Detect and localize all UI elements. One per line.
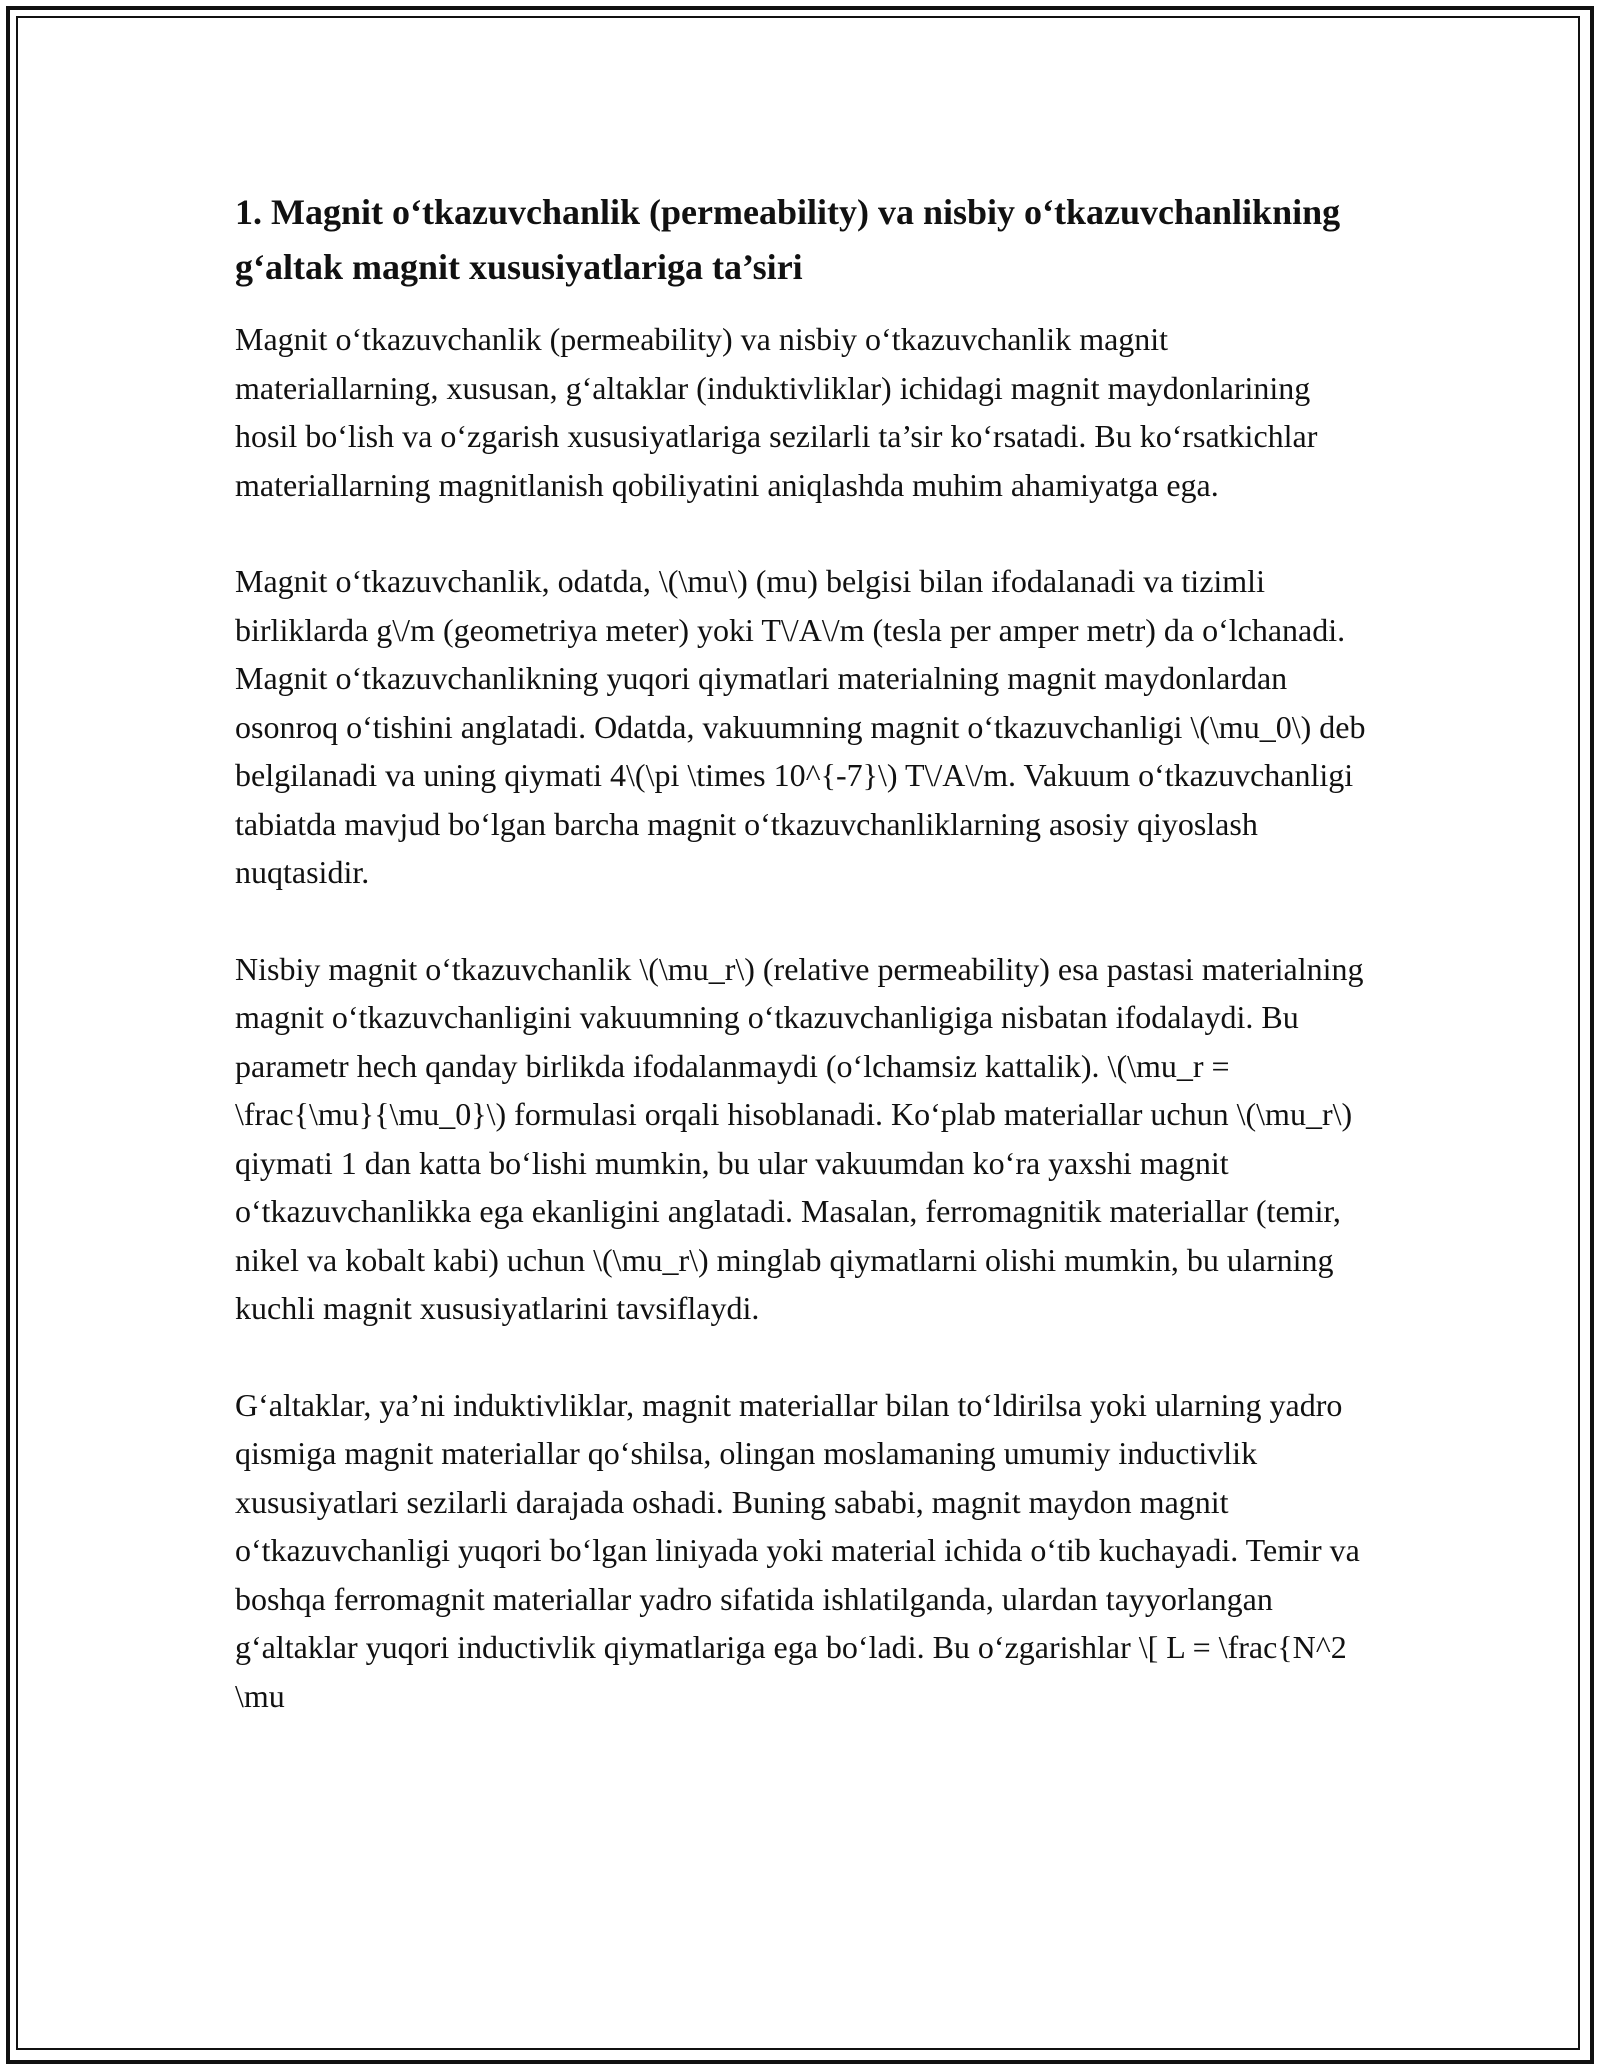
paragraph-4: G‘altaklar, ya’ni induktivliklar, magnit materiallar bilan to‘ldirilsa yoki ularning yadro qismiga magnit materiallar qo‘shilsa, olingan moslamaning umumiy inductivlik xususiyatlari sezilarli darajada oshadi. Buning sababi, magnit maydon magnit o‘tkazuvchanligi yuqori bo‘lgan liniyada yoki material ichida o‘tib kuchayadi. Temir va boshqa ferromagnit materiallar yadro sifatida ishlatilganda, ulardan tayyorlangan g‘altaklar yuqori inductivlik qiymatlariga ega bo‘ladi. Bu o‘zgarishlar \[ L = \frac{N^2 \mu	[235, 1386, 1360, 1714]
paragraph-2: Magnit o‘tkazuvchanlik, odatda, \(\mu\) (mu) belgisi bilan ifodalanadi va tizimli birliklarda g\/m (geometriya meter) yoki T\/A\/m (tesla per amper metr) da o‘lchanadi. Magnit o‘tkazuvchanlikning yuqori qiymatlari materialning magnit maydonlardan osonroq o‘tishini anglatadi. Odatda, vakuumning magnit o‘tkazuvchanligi \(\mu_0\) deb belgilanadi va uning qiymati 4\(\pi \times 10^{-7}\) T\/A\/m. Vakuum o‘tkazuvchanligi tabiatda mavjud bo‘lgan barcha magnit o‘tkazuvchanliklarning asosiy qiyoslash nuqtasidir.	[235, 563, 1366, 890]
paragraph-1: Magnit o‘tkazuvchanlik (permeability) va nisbiy o‘tkazuvchanlik magnit materiallarning, xususan, g‘altaklar (induktivliklar) ichidagi magnit maydonlarining hosil bo‘lish va o‘zgarish xususiyatlariga sezilarli ta’sir ko‘rsatadi. Bu ko‘rsatkichlar materiallarning magnitlanish qobiliyatini aniqlashda muhim ahamiyatga ega.	[235, 321, 1318, 503]
section-title: 1. Magnit o‘tkazuvchanlik (permeability) va nisbiy o‘tkazuvchanlikning g‘altak magnit xususiyatlariga ta’siri	[235, 192, 1341, 287]
paragraph-3: Nisbiy magnit o‘tkazuvchanlik \(\mu_r\) (relative permeability) esa pastasi materialning magnit o‘tkazuvchanligini vakuumning o‘tkazuvchanligiga nisbatan ifodalaydi. Bu parametr hech qanday birlikda ifodalanmaydi (o‘lchamsiz kattalik). \(\mu_r = \frac{\mu}{\mu_0}\) formulasi orqali hisoblanadi. Ko‘plab materiallar uchun \(\mu_r\) qiymati 1 dan katta bo‘lishi mumkin, bu ular vakuumdan ko‘ra yaxshi magnit o‘tkazuvchanlikka ega ekanligini anglatadi. Masalan, ferromagnitik materiallar (temir, nikel va kobalt kabi) uchun \(\mu_r\) minglab qiymatlarni olishi mumkin, bu ularning kuchli magnit xususiyatlarini tavsiflaydi.	[235, 950, 1364, 1326]
document-body	[235, 185, 1375, 1768]
